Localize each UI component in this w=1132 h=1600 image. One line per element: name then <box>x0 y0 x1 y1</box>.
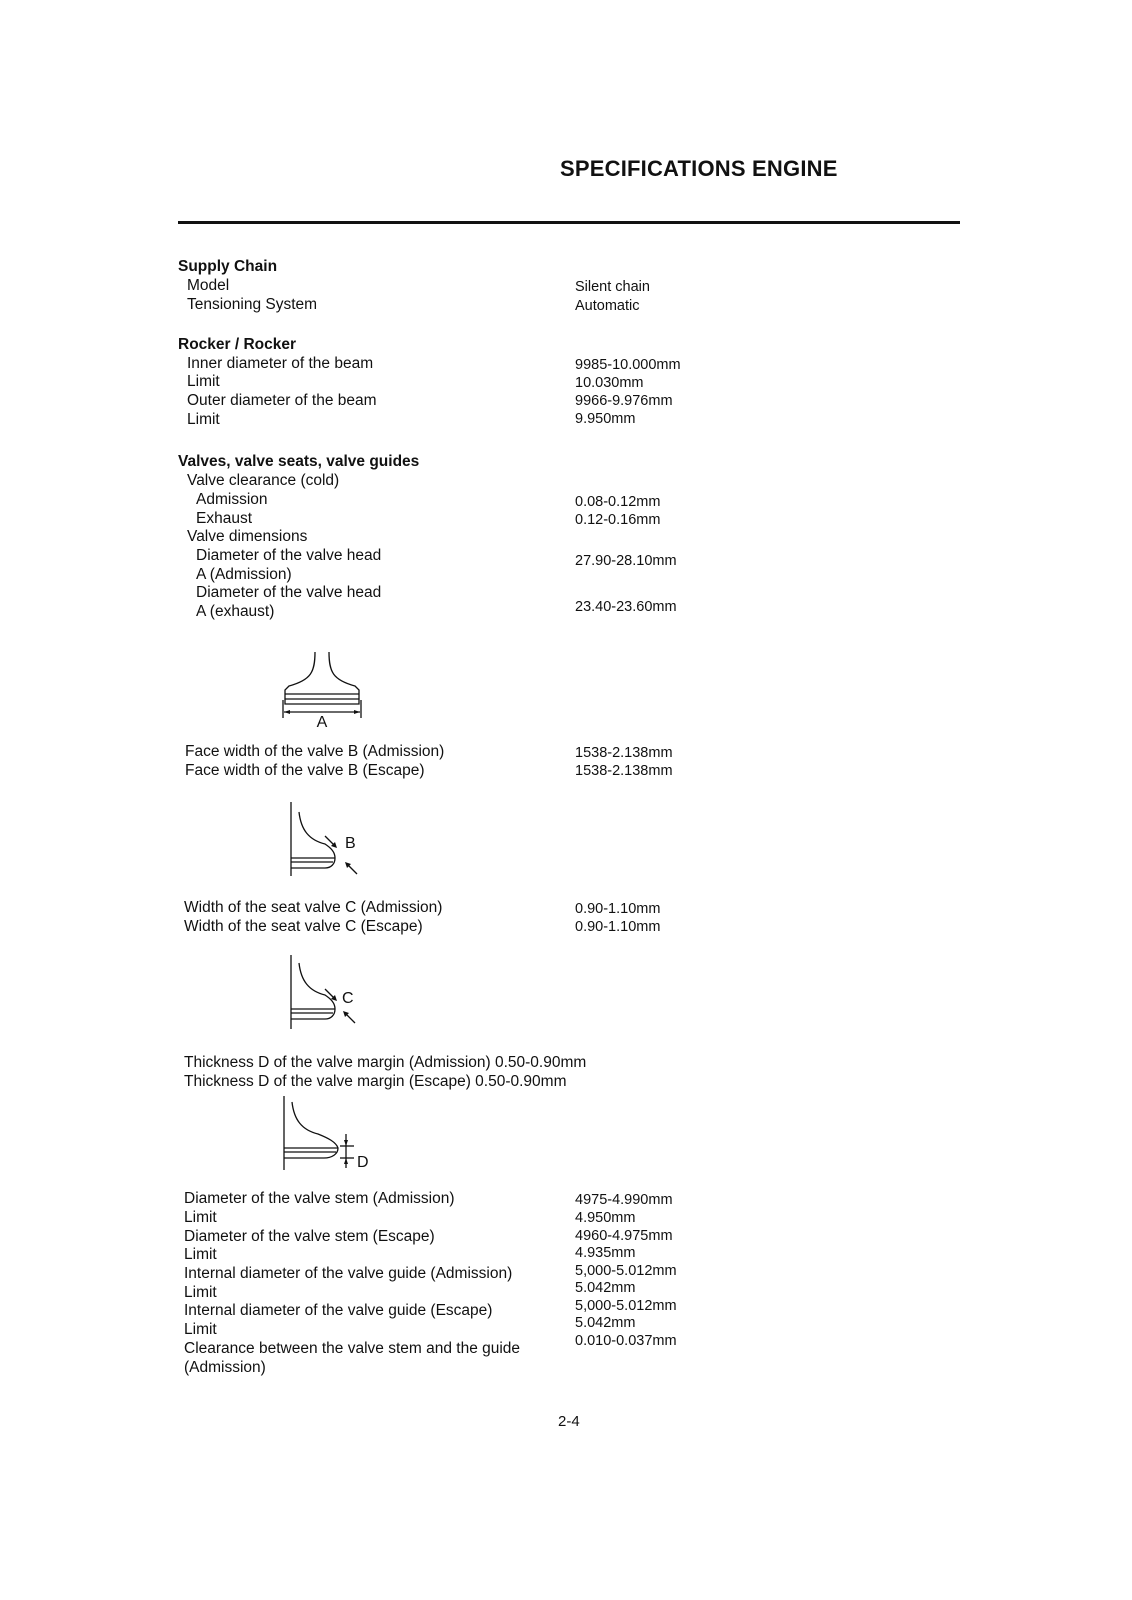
spec-label: Limit <box>184 1321 217 1338</box>
spec-value: 0.08-0.12mm <box>575 494 661 510</box>
spec-value: 0.90-1.10mm <box>575 919 661 935</box>
spec-label: Width of the seat valve C (Admission) <box>184 899 443 916</box>
spec-value: 9.950mm <box>575 411 636 427</box>
spec-label: Limit <box>184 1209 217 1226</box>
spec-label: Limit <box>187 411 220 428</box>
diagram-label-b: B <box>345 835 356 852</box>
section-heading-supply-chain: Supply Chain <box>178 258 278 275</box>
valve-face-width-diagram <box>285 800 375 880</box>
spec-value: Silent chain <box>575 279 650 295</box>
spec-label: Clearance between the valve stem and the guide <box>184 1340 521 1357</box>
section-heading-valves: Valves, valve seats, valve guides <box>178 453 420 470</box>
section-heading-rocker: Rocker / Rocker <box>178 336 297 353</box>
spec-line: Thickness D of the valve margin (Escape) 0.50-0.90mm <box>184 1073 567 1090</box>
spec-value: 5,000-5.012mm <box>575 1298 677 1314</box>
diagram-label-d: D <box>357 1154 369 1171</box>
spec-value: 0.010-0.037mm <box>575 1333 677 1349</box>
spec-value: 5.042mm <box>575 1315 636 1331</box>
page-title: SPECIFICATIONS ENGINE <box>560 156 838 181</box>
spec-value: 1538-2.138mm <box>575 763 673 779</box>
spec-value: Automatic <box>575 298 640 314</box>
spec-label: Face width of the valve B (Escape) <box>185 762 425 779</box>
spec-label: Internal diameter of the valve guide (Escape) <box>184 1302 493 1319</box>
spec-label: Limit <box>184 1246 217 1263</box>
spec-value: 5,000-5.012mm <box>575 1263 677 1279</box>
spec-label: A (Admission) <box>196 566 292 583</box>
spec-label: Face width of the valve B (Admission) <box>185 743 445 760</box>
spec-value: 4.950mm <box>575 1210 636 1226</box>
spec-label: Admission <box>196 491 268 508</box>
spec-value: 1538-2.138mm <box>575 745 673 761</box>
spec-value: 4.935mm <box>575 1245 636 1261</box>
spec-label: Valve dimensions <box>187 528 308 545</box>
header-rule <box>178 221 960 224</box>
spec-value: 23.40-23.60mm <box>575 599 677 615</box>
spec-value: 5.042mm <box>575 1280 636 1296</box>
spec-label: Width of the seat valve C (Escape) <box>184 918 423 935</box>
page-number: 2-4 <box>558 1413 580 1430</box>
spec-value: 10.030mm <box>575 375 644 391</box>
spec-label: Internal diameter of the valve guide (Admission) <box>184 1265 513 1282</box>
spec-label: Model <box>187 277 230 294</box>
spec-label: Diameter of the valve head <box>196 584 382 601</box>
spec-label: Diameter of the valve head <box>196 547 382 564</box>
spec-label: Diameter of the valve stem (Admission) <box>184 1190 455 1207</box>
spec-label: Outer diameter of the beam <box>187 392 377 409</box>
spec-value: 4960-4.975mm <box>575 1228 673 1244</box>
spec-value: 27.90-28.10mm <box>575 553 677 569</box>
spec-label: Limit <box>187 373 220 390</box>
diagram-label-a: A <box>316 714 328 730</box>
spec-label: Valve clearance (cold) <box>187 472 340 489</box>
diagram-label-c: C <box>342 990 354 1007</box>
spec-label: (Admission) <box>184 1359 266 1376</box>
spec-label: Diameter of the valve stem (Escape) <box>184 1228 435 1245</box>
spec-label: Exhaust <box>196 510 253 527</box>
valve-seat-width-diagram <box>285 953 375 1033</box>
spec-value: 9966-9.976mm <box>575 393 673 409</box>
valve-margin-thickness-diagram <box>278 1094 378 1174</box>
spec-line: Thickness D of the valve margin (Admission) 0.50-0.90mm <box>184 1054 587 1071</box>
spec-value: 9985-10.000mm <box>575 357 681 373</box>
spec-value: 0.12-0.16mm <box>575 512 661 528</box>
valve-head-diameter-diagram <box>275 650 375 730</box>
spec-label: Tensioning System <box>187 296 318 313</box>
spec-label: Inner diameter of the beam <box>187 355 374 372</box>
spec-value: 0.90-1.10mm <box>575 901 661 917</box>
spec-value: 4975-4.990mm <box>575 1192 673 1208</box>
spec-label: A (exhaust) <box>196 603 275 620</box>
spec-label: Limit <box>184 1284 217 1301</box>
